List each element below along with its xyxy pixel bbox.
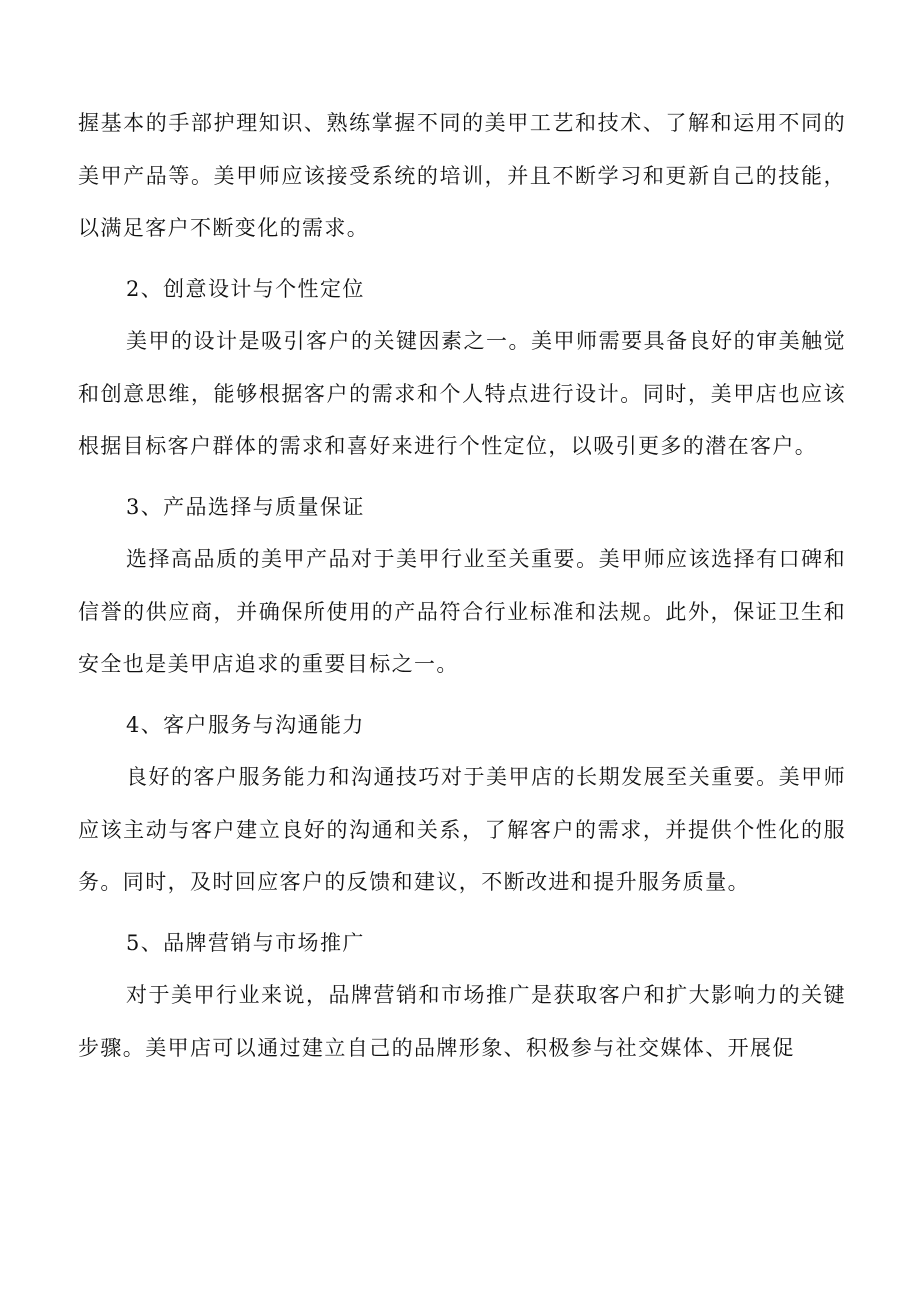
section-heading-4: 4、客户服务与沟通能力	[126, 712, 365, 737]
section-heading-2: 2、创意设计与个性定位	[126, 276, 365, 301]
section-body-5: 对于美甲行业来说，品牌营销和市场推广是获取客户和扩大影响力的关键步骤。美甲店可以通过建立自己的品牌形象、积极参与社交媒体、开展促	[78, 983, 846, 1060]
intro-paragraph: 握基本的手部护理知识、熟练掌握不同的美甲工艺和技术、了解和运用不同的美甲产品等。美甲师应该接受系统的培训，并且不断学习和更新自己的技能，以满足客户不断变化的需求。	[78, 111, 846, 240]
section-heading-3: 3、产品选择与质量保证	[126, 494, 365, 519]
section-body-2: 美甲的设计是吸引客户的关键因素之一。美甲师需要具备良好的审美触觉和创意思维，能够根据客户的需求和个人特点进行设计。同时，美甲店也应该根据目标客户群体的需求和喜好来进行个性定位，以吸引更多的潜在客户。	[78, 329, 846, 458]
section-heading-5: 5、品牌营销与市场推广	[126, 930, 365, 955]
document-body	[78, 97, 846, 1074]
section-body-4: 良好的客户服务能力和沟通技巧对于美甲店的长期发展至关重要。美甲师应该主动与客户建立良好的沟通和关系，了解客户的需求，并提供个性化的服务。同时，及时回应客户的反馈和建议，不断改进和提升服务质量。	[78, 765, 846, 894]
section-body-3: 选择高品质的美甲产品对于美甲行业至关重要。美甲师应该选择有口碑和信誉的供应商，并确保所使用的产品符合行业标准和法规。此外，保证卫生和安全也是美甲店追求的重要目标之一。	[78, 547, 846, 676]
